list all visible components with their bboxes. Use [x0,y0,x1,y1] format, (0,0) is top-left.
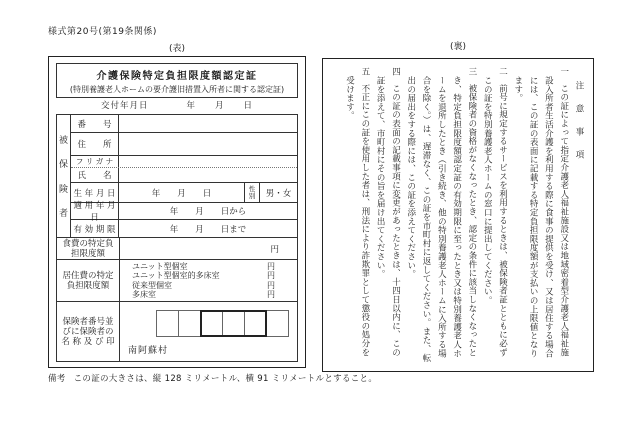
insurer-number-box [200,310,223,337]
name-value-cell [119,168,297,182]
notes-vertical-text [330,67,586,363]
insured-char: 険 [58,184,68,195]
residence-item [120,290,297,299]
note-item-2 [479,67,510,363]
insurer-value-cell [120,302,297,361]
note-item-4 [372,67,403,363]
note-item-3 [402,67,478,363]
residence-item-name: 従来型個室 [132,280,172,290]
front-panel [48,56,306,368]
row-address [71,133,297,156]
sex-label-bottom: 別 [248,191,256,200]
name-label: 氏 名 [71,168,119,182]
insurer-label-line2: びに保険者の [62,326,114,337]
meal-limit-label [57,238,120,259]
residence-limit-label-line2: 負担限度額 [66,280,110,291]
remarks-label: 備考 [48,374,66,384]
insurer-number-box [266,310,289,337]
insurer-number-boxes [156,310,289,337]
note-text: 不正にこの証を使用した者は、刑法により詐欺罪として懲役の処分を受けます。 [344,76,370,357]
note-text: この証の表面の記載事項に変更があったときは、十四日以内に、この証を添えて、市町村にその旨を届け出てください。 [375,76,401,357]
birthdate-label: 生 年 月 日 [71,183,119,202]
row-expiry [71,220,297,237]
insurer-number-box [178,310,201,337]
insured-section [57,115,297,238]
insured-rows [71,115,297,237]
issue-date-line: 交付年月日 年 月 日 [100,101,253,111]
residence-limit-label-line1: 居住費の特定 [62,270,114,281]
note-number: 一 [558,67,569,76]
note-number: 四 [390,67,401,76]
sex-label-cell [244,183,259,202]
back-panel [322,58,594,372]
insurer-label [57,302,120,361]
note-item-1 [510,67,571,363]
meal-limit-unit: 円 [270,244,279,255]
furigana-label: フ リ ガ ナ [71,156,119,167]
apply-date-value-cell: 年 月 日から [169,207,247,217]
expiry-value-cell: 年 月 日まで [169,224,247,235]
insurer-label-line3: 名 称 及 び 印 [61,336,115,347]
residence-limit-values [120,260,297,301]
apply-date-label: 適 用 年 月 日 [71,203,119,219]
row-residence-limit [57,260,297,302]
note-item-5 [341,67,372,363]
insured-side-label [57,115,71,237]
insurer-number-box [244,310,267,337]
back-side-label: (裏) [449,42,467,52]
number-label: 番 号 [71,115,119,132]
residence-item-name: ユニット型個室的多床室 [132,271,220,281]
residence-item [120,271,297,280]
sex-label-top: 性 [248,184,256,193]
meal-limit-label-line2: 担限度額 [70,248,105,259]
remarks-line [48,372,377,384]
note-text: 前号に規定するサービスを利用するときは、被保険者証とともに必ずこの証を特別養護老人ホームの窓口に提出してください。 [482,76,508,357]
birthdate-value-cell: 年 月 日 [151,188,212,199]
residence-item-unit: 円 [267,262,275,272]
residence-limit-label [57,260,120,301]
residence-item [120,281,297,290]
row-furigana [71,156,297,168]
row-insurer [57,302,297,361]
certificate-table [56,114,298,362]
meal-limit-value-cell [120,238,297,259]
certificate-title-box [56,63,298,98]
residence-item-name: ユニット型個室 [132,262,188,272]
row-apply-date [71,201,297,223]
sex-value-cell: 男・女 [259,183,297,202]
note-text: この証によって指定介護老人福祉施設又は地域密着型介護老人福祉施設入所者生活介護を利用する際に食事の提供を受け、又は居住する場合には、この証の表面に記載する特定負担限度額が支払いの上限値となります。 [512,76,569,358]
insurer-name: 南阿蘇村 [128,346,169,356]
note-number: 三 [466,67,477,76]
front-side-label: (表) [168,44,186,54]
residence-item-unit: 円 [267,271,275,281]
insurer-number-box [156,310,179,337]
meal-limit-label-line1: 食費の特定負 [62,238,114,249]
insurer-label-line1: 保険者番号並 [62,316,114,327]
limits-section [57,238,297,361]
form-number: 様式第20号(第19条関係) [48,27,157,37]
expiry-label: 有 効 期 限 [71,220,119,237]
certificate-subtitle: (特別養護老人ホームの要介護旧措置入所者に関する認定証) [69,85,285,94]
note-number: 二 [497,67,508,76]
address-label: 住 所 [71,133,119,155]
row-number [71,115,297,133]
certificate-title: 介護保険特定負担限度額認定証 [96,71,258,82]
residence-item [120,262,297,271]
residence-item-unit: 円 [267,280,275,290]
notes-heading: 注 意 事 項 [574,81,584,162]
remarks-text: この証の大きさは、縦 128 ミリメートル、横 91 ミリメートルとすること。 [73,374,378,384]
furigana-value-cell [119,156,297,167]
insured-char: 被 [58,135,68,146]
insured-char: 保 [58,160,68,171]
note-text: 被保険者の資格がなくなったとき、認定の条件に該当しなくなったとき、特定負担限度額認定証の有効期限に至ったとき又は特別養護老人ホームを退所したとき（引き続き、他の特別養護老人ホームに入所する場合を除く。）は、遅滞なく、この証を市町村に返してください。また、転出の届出をする際には、この証を添えてください。 [405,76,477,363]
note-number: 五 [359,67,370,76]
row-meal-limit [57,238,297,260]
row-name [71,168,297,183]
insurer-number-box [222,310,245,337]
number-value-cell [119,115,297,132]
residence-item-name: 多床室 [132,289,156,299]
insured-char: 者 [58,209,68,220]
residence-item-unit: 円 [267,289,275,299]
address-value-cell [119,133,297,155]
